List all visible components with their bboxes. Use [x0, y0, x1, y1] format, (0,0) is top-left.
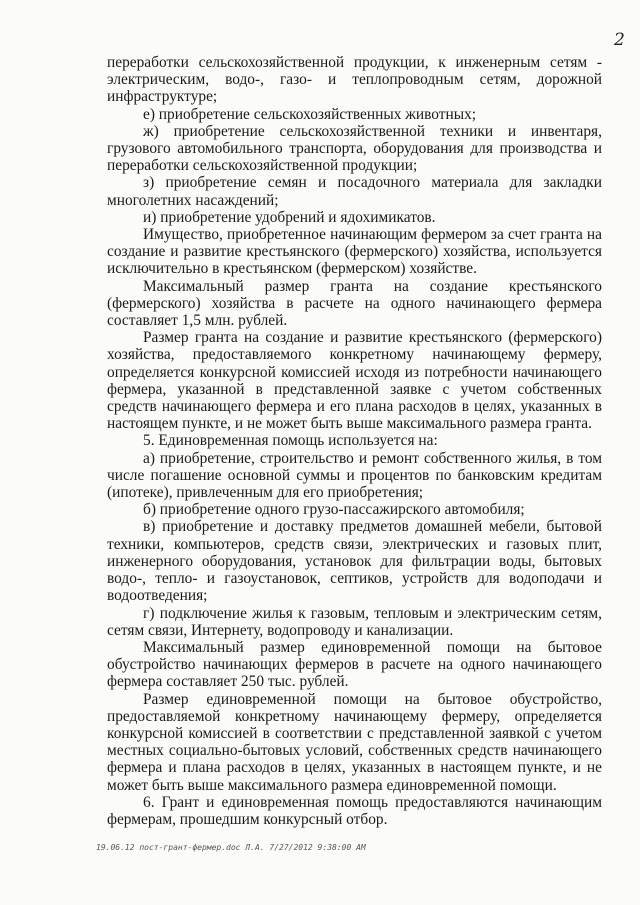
paragraph: е) приобретение сельскохозяйственных животных;	[143, 105, 477, 123]
paragraph: Размер единовременной помощи на бытовое обустройство, предоставляемой конкретному начинающему фермеру, определяется конкурсной комиссией в соответствии с представленной заявкой с учетом местных социально-бытовых условий, собственных средств начинающего фермера и плана расходов в целях, указанных в настоящем пункте, и не может быть выше максимального размера единовременной помощи.	[107, 690, 602, 794]
paragraph: б) приобретение одного грузо-пассажирского автомобиля;	[143, 501, 525, 519]
paragraph: Максимальный размер единовременной помощи на бытовое обустройство начинающих фермеров в расчете на одного начинающего фермера составляет 250 тыс. рублей.	[107, 638, 602, 691]
paragraph: и) приобретение удобрений и ядохимикатов.	[143, 208, 436, 226]
paragraph: 5. Единовременная помощь используется на:	[143, 432, 438, 450]
paragraph: а) приобретение, строительство и ремонт собственного жилья, в том числе погашение основной суммы и процентов по банковским кредитам (ипотеке), привлеченным для его приобретения;	[107, 449, 602, 502]
paragraph: Имущество, приобретенное начинающим фермером за счет гранта на создание и развитие крестьянского (фермерского) хозяйства, используется исключительно в крестьянском (фермерском) хозяйстве.	[107, 226, 602, 278]
paragraph: 6. Грант и единовременная помощь предоставляются начинающим фермерам, прошедшим конкурсный отбор.	[107, 793, 602, 828]
document-footer: 19.06.12 пост-грант-фермер.doc Л.А. 7/27/2012 9:38:00 AM	[96, 843, 366, 852]
paragraph: ж) приобретение сельскохозяйственной техники и инвентаря, грузового автомобильного транспорта, оборудования для производства и переработки сельскохозяйственной продукции;	[107, 122, 602, 175]
paragraph: Максимальный размер гранта на создание крестьянского (фермерского) хозяйства в расчете на одного начинающего фермера составляет 1,5 млн. рублей.	[107, 277, 602, 330]
page-number: 2	[614, 30, 625, 50]
paragraph: з) приобретение семян и посадочного материала для закладки многолетних насаждений;	[107, 174, 602, 209]
paragraph: г) подключение жилья к газовым, тепловым и электрическим сетям, сетям связи, Интернету, водопроводу и канализации.	[107, 604, 602, 639]
document-body	[107, 54, 602, 828]
paragraph: в) приобретение и доставку предметов домашней мебели, бытовой техники, компьютеров, средств связи, электрических и газовых плит, инженерного оборудования, установок для фильтрации воды, бытовых водо-, тепло- и газоустановок, септиков, устройств для водоподачи и водоотведения;	[107, 518, 602, 605]
paragraph: Размер гранта на создание и развитие крестьянского (фермерского) хозяйства, предоставляемого конкретному начинающему фермеру, определяется конкурсной комиссией исходя из потребности начинающего фермера, указанной в представленной заявке с учетом собственных средств начинающего фермера и его плана расходов в целях, указанных в настоящем пункте, и не может быть выше максимального размера гранта.	[107, 329, 602, 433]
paragraph: переработки сельскохозяйственной продукции, к инженерным сетям - электрическим, водо-, газо- и теплопроводным сетям, дорожной инфраструктуре;	[107, 54, 602, 106]
